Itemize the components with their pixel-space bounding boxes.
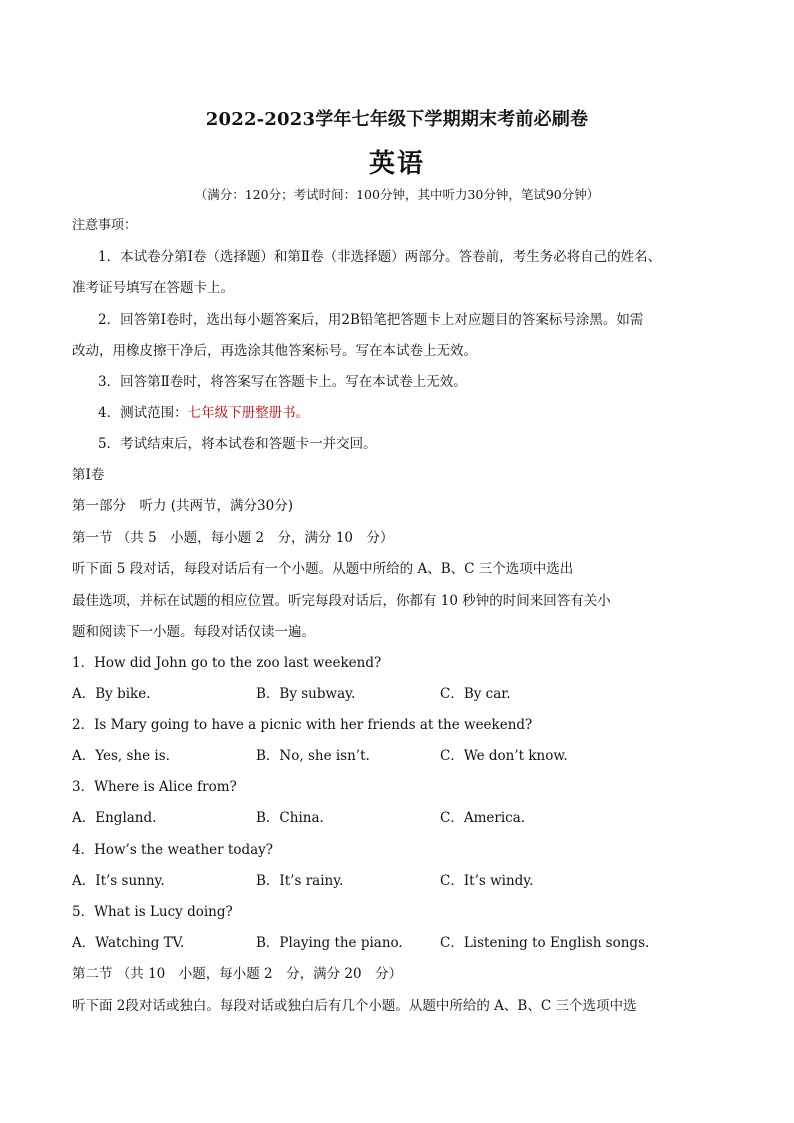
option-c: C．We don’t know. bbox=[440, 748, 568, 764]
note-item-1-cont: 准考证号填写在答题卡上。 bbox=[72, 280, 234, 296]
score-info: （满分：120分；考试时间：100分钟，其中听力30分钟，笔试90分钟） bbox=[194, 187, 600, 202]
exam-title: 2022-2023学年七年级下学期期末考前必刷卷 bbox=[205, 109, 589, 130]
subsection-2-title: 第二节 （共 10 小题，每小题 2 分，满分 20 分） bbox=[72, 966, 403, 982]
subject-title: 英语 bbox=[368, 149, 425, 179]
question-text: 4．How’s the weather today? bbox=[72, 842, 274, 858]
section-title: 第一部分 听力 (共两节，满分30分) bbox=[72, 498, 294, 514]
option-a: A．It’s sunny. bbox=[72, 873, 165, 889]
option-c: C．By car. bbox=[440, 686, 511, 702]
note-item-5: 5．考试结束后，将本试卷和答题卡一并交回。 bbox=[98, 436, 377, 452]
subsection-1-instructions: 听下面 5 段对话，每段对话后有一个小题。从题中所给的 A、B、C 三个选项中选出 bbox=[72, 561, 574, 577]
note-item-4 bbox=[98, 404, 309, 422]
subsection-1-title: 第一节 （共 5 小题，每小题 2 分，满分 10 分） bbox=[72, 530, 394, 546]
option-a: A．Watching TV. bbox=[72, 935, 185, 951]
option-c: C．It’s windy. bbox=[440, 873, 534, 889]
option-b: B．By subway. bbox=[256, 686, 356, 702]
subsection-1-instructions-end: 题和阅读下一小题。每段对话仅读一遍。 bbox=[72, 624, 315, 640]
test-range: 七年级下册整册书。 bbox=[187, 405, 310, 421]
note-item-2-cont: 改动，用橡皮擦干净后，再选涂其他答案标号。写在本试卷上无效。 bbox=[72, 343, 477, 359]
subsection-2-instructions: 听下面 2段对话或独白。每段对话或独白后有几个小题。从题中所给的 A、B、C 三个选项中选 bbox=[72, 998, 637, 1014]
note-item-1: 1．本试卷分第Ⅰ卷（选择题）和第Ⅱ卷（非选择题）两部分。答卷前，考生务必将自己的姓名、 bbox=[98, 249, 662, 265]
notes-heading: 注意事项： bbox=[72, 218, 138, 233]
option-b: B．It’s rainy. bbox=[256, 873, 344, 889]
option-b: B．No, she isn’t. bbox=[256, 748, 370, 764]
note-item-4-prefix: 4．测试范围： bbox=[98, 405, 188, 421]
note-item-2: 2．回答第Ⅰ卷时，选出每小题答案后，用2B铅笔把答题卡上对应题目的答案标号涂黑。如需 bbox=[98, 312, 644, 328]
option-a: A．England. bbox=[72, 810, 157, 826]
question-text: 5．What is Lucy doing? bbox=[72, 904, 233, 920]
subsection-1-instructions-cont: 最佳选项，并标在试题的相应位置。听完每段对话后，你都有 10 秒钟的时间来回答有关小 bbox=[72, 593, 611, 609]
option-b: B．Playing the piano. bbox=[256, 935, 403, 951]
option-c: C．America. bbox=[440, 810, 526, 826]
question-text: 2．Is Mary going to have a picnic with her friends at the weekend? bbox=[72, 717, 533, 733]
option-a: A．By bike. bbox=[72, 686, 151, 702]
question-text: 3．Where is Alice from? bbox=[72, 779, 237, 795]
option-b: B．China. bbox=[256, 810, 324, 826]
volume-label: 第Ⅰ卷 bbox=[72, 467, 105, 483]
option-c: C．Listening to English songs. bbox=[440, 935, 650, 951]
option-a: A．Yes, she is. bbox=[72, 748, 170, 764]
question-text: 1．How did John go to the zoo last weekend? bbox=[72, 655, 382, 671]
note-item-3: 3．回答第Ⅱ卷时，将答案写在答题卡上。写在本试卷上无效。 bbox=[98, 374, 467, 390]
